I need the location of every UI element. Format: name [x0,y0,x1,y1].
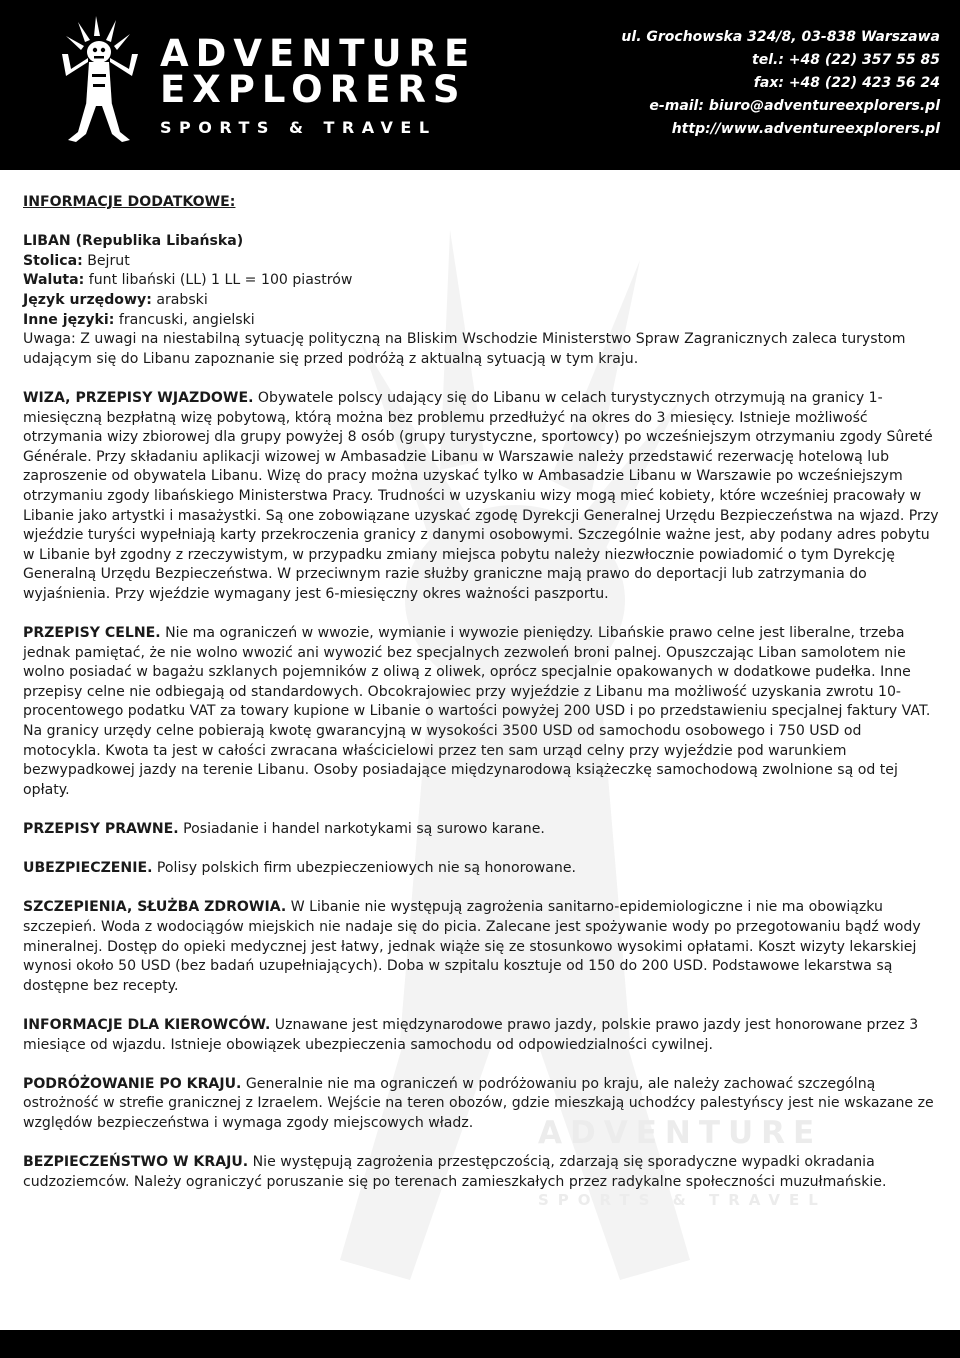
visa-heading: WIZA, PRZEPISY WJAZDOWE. [23,389,254,406]
drivers-heading: INFORMACJE DLA KIEROWCÓW. [23,1016,271,1033]
health-text: W Libanie nie występują zagrożenia sanitarno-epidemiologiczne i nie ma obowiązku szczepień. Woda z wodociągów miejskich nie nadaje się do picia. Zalecane jest spożywanie wody po przegotowaniu bądź wody mineralnej. Dostęp do opieki medycznej jest łatwy, jednak wiąże się ze stosunkowo wysokimi opłatami. Koszt wizyty lekarskiej wynosi około 50 USD (bez badań uzupełniających). Doba w szpitalu kosztuje od 150 do 200 USD. Podstawowe lekarstwa są dostępne bez recepty. [23,899,921,994]
capital-line [23,252,939,272]
currency-label: Waluta: [23,272,85,289]
country-name: LIBAN (Republika Libańska) [23,233,244,250]
contact-phone: tel.: +48 (22) 357 55 85 [752,52,940,68]
capital-label: Stolica: [23,252,83,269]
contact-block [621,26,940,141]
drivers-section [23,1016,939,1055]
language-line [23,291,939,311]
watermark-brand: ADVENTURE [538,1115,823,1151]
brand-name-line1: ADVENTURE [160,32,477,75]
contact-fax: fax: +48 (22) 423 56 24 [753,75,940,91]
customs-text: Nie ma ograniczeń w wwozie, wymianie i wywozie pieniędzy. Libańskie prawo celne jest liberalne, trzeba jednak pamiętać, że nie wolno wwozić ani wywozić bez specjalnych zezwoleń broni palnej. Opuszczając Liban samolotem nie wolno posiadać w bagażu szklanych pojemników z oliwą z oliwek, oprócz specjalnie opakowanych w dodatkowe pudełka. Inne przepisy celne nie odbiegają od standardowych. Obcokrajowiec przy wyjeździe z Libanu ma możliwość uzyskania zwrotu 10-procentowego podatku VAT za towary kupione w Libanie o wartości powyżej 200 USD i po przedstawieniu specjalnej faktury VAT. Na granicy urzędy celne pobierają kwotę gwarancyjną w wysokości 3500 USD od samochodu osobowego i 750 USD od motocykla. Kwota ta jest w całości zwracana właścicielowi przez ten sam urząd celny przy wyjeździe pod warunkiem bezwypadkowej jazdy na terenie Libanu. Osoby posiadające międzynarodową książeczkę samochodową zwolnione są od tej opłaty. [23,625,931,798]
visa-text: Obywatele polscy udający się do Libanu w celach turystycznych otrzymują na granicy 1-miesięczną bezpłatną wizę pobytową, którą można bez problemu przedłużyć na okres do 3 miesięcy. Istnieje możliwość otrzymania wizy zbiorowej dla grupy powyżej 8 osób (grupy turystyczne, sportowcy) po wcześniejszym otrzymaniu zgody Sûreté Générale. Przy składaniu aplikacji wizowej w Ambasadzie Libanu w Warszawie należy przedstawić rezerwację hotelową lub zaproszenie od obywatela Libanu. Wizę do pracy można uzyskać tylko w Ambasadzie Libanu w Warszawie po wcześniejszym otrzymaniu zgody libańskiego Ministerstwa Pracy. Trudności w uzyskaniu wizy mogą mieć kobiety, które wcześniej pracowały w Libanie jako artystki i masażystki. Są one zobowiązane uzyskać zgodę Dyrekcji Generalnej Urzędu Bezpieczeństwa na wjazd. Przy wjeździe turyści wypełniają karty przekroczenia granicy z danymi osobowymi. Szczególnie ważne jest, aby podany adres pobytu w Libanie był zgodny z rzeczywistym, w przypadku zmiany miejsca pobytu należy niezwłocznie powiadomić o tym Dyrekcję Generalną Urzędu Bezpieczeństwa. W przeciwnym razie służby graniczne mają prawo do deportacji lub zatrzymania do wyjaśnienia. Przy wjeździe wymagany jest 6-miesięczny okres ważności paszportu. [23,389,939,602]
tribal-figure-logo-icon [56,14,146,160]
currency-line [23,271,939,291]
contact-website[interactable]: http://www.adventureexplorers.pl [671,121,940,137]
safety-text: Nie występują zagrożenia przestępczością, zdarzają się sporadyczne wypadki okradania cudzoziemców. Należy ograniczyć poruszanie się po terenach zamieszkałych przez radykalne społeczności muzułmańskie. [23,1154,887,1190]
other-languages-value: francuski, angielski [114,311,255,328]
currency-value: funt libański (LL) 1 LL = 100 piastrów [84,272,353,289]
legal-section [23,820,939,840]
visa-section [23,389,939,605]
watermark-tagline: SPORTS & TRAVEL [538,1191,827,1209]
insurance-section [23,859,939,879]
page-header [0,0,960,170]
drivers-text: Uznawane jest międzynarodowe prawo jazdy, polskie prawo jazdy jest honorowane przez 3 miesiące od wjazdu. Istnieje obowiązek ubezpieczenia samochodu od odpowiedzialności cywilnej. [23,1016,919,1053]
capital-value: Bejrut [82,252,130,269]
footer-bar [0,1330,960,1358]
safety-heading: BEZPIECZEŃSTWO W KRAJU. [23,1154,249,1171]
other-languages-line [23,311,939,331]
health-heading: SZCZEPIENIA, SŁUŻBA ZDROWIA. [23,899,287,916]
travel-text: Generalnie nie ma ograniczeń w podróżowaniu po kraju, ale należy zachować szczególną ostrożność w strefie granicznej z Izraelem. Wejście na teren obozów, gdzie mieszkają uchodźcy palestyńscy jest nie wskazane ze względów bezpieczeństwa i wymaga zgody miejscowych władz. [23,1075,934,1131]
document-title: INFORMACJE DODATKOWE: [23,194,236,210]
language-value: arabski [151,291,208,308]
travel-section [23,1075,939,1134]
customs-heading: PRZEPISY CELNE. [23,625,161,642]
brand-logotype [160,32,477,137]
contact-email[interactable]: e-mail: biuro@adventureexplorers.pl [649,98,940,114]
travel-heading: PODRÓŻOWANIE PO KRAJU. [23,1075,242,1092]
brand-name-line2: EXPLORERS [160,68,467,111]
document-body [23,193,939,1192]
other-languages-label: Inne języki: [23,311,115,328]
brand-tagline: SPORTS & TRAVEL [160,118,437,137]
safety-section [23,1153,939,1192]
language-label: Język urzędowy: [23,291,152,308]
legal-text: Posiadanie i handel narkotykami są surowo karane. [178,821,545,837]
legal-heading: PRZEPISY PRAWNE. [23,821,179,837]
customs-section [23,624,939,800]
warning-paragraph: Uwaga: Z uwagi na niestabilną sytuację polityczną na Bliskim Wschodzie Ministerstwo Spraw Zagranicznych zaleca turystom udającym się do Libanu zapoznanie się przed podróżą z aktualną sytuacją w tym kraju. [23,331,906,367]
health-section [23,898,939,996]
contact-address: ul. Grochowska 324/8, 03-838 Warszawa [621,29,940,45]
insurance-heading: UBEZPIECZENIE. [23,860,153,877]
insurance-text: Polisy polskich firm ubezpieczeniowych nie są honorowane. [152,860,576,877]
